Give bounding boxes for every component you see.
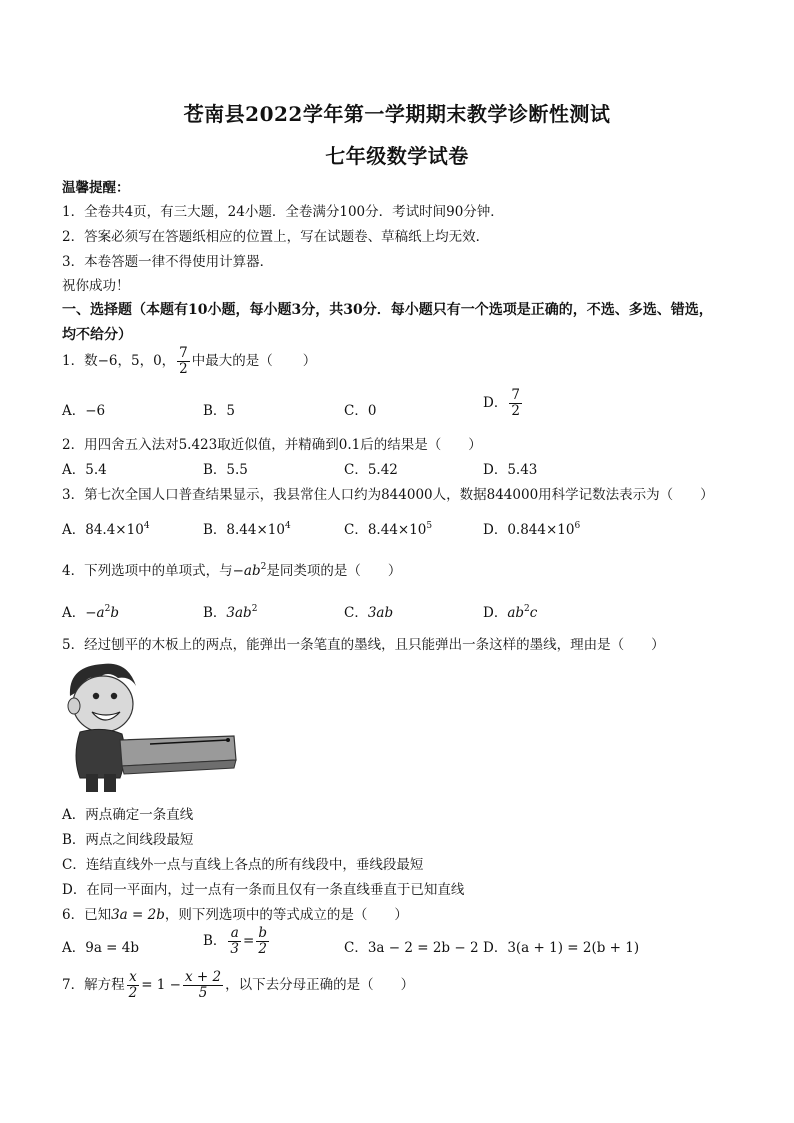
q3-option-d (483, 518, 580, 538)
q4-c-label: C． (344, 605, 368, 621)
q6-stem-pre: 6．已知 (62, 907, 112, 923)
q4-b-exp: 2 (251, 604, 258, 614)
q6-b-num2: b (258, 925, 267, 941)
q3-b-base: 8.44×10 (226, 522, 285, 538)
q6-option-c: C．3a − 2 = 2b − 2 (344, 940, 479, 956)
q2-stem: 2．用四舍五入法对5.423取近似值，并精确到0.1后的结果是（ ） (62, 437, 482, 453)
q6-b-frac2 (256, 926, 269, 957)
q3-stem: 3．第七次全国人口普查结果显示，我县常住人口约为844000人，数据844000用科学记数法表示为（ ） (62, 487, 714, 503)
q1-fraction (177, 346, 190, 377)
q3-option-c (344, 518, 432, 538)
q4-stem (62, 559, 401, 579)
q6-option-b (203, 926, 271, 957)
q3-d-base: 0.844×10 (507, 522, 575, 538)
q2-option-d: D．5.43 (483, 462, 538, 478)
section1-heading-cont: 均不给分） (62, 327, 132, 343)
q3-b-label: B． (203, 522, 227, 538)
q1-option-c: C．0 (344, 403, 377, 419)
q5-option-b: B．两点之间线段最短 (62, 832, 194, 848)
q3-d-exp: 6 (574, 521, 581, 531)
q7-num2: x + 2 (184, 969, 222, 985)
q4-a-exp: 2 (104, 604, 111, 614)
q7-den1: 2 (128, 984, 138, 1001)
q1-stem-pre: 1．数−6，5，0， (62, 352, 176, 369)
q6-b-num1: a (230, 925, 239, 941)
q1-option-d-fraction (509, 388, 522, 419)
q4-b-label: B． (203, 605, 227, 621)
q7-frac1 (127, 970, 140, 1001)
q4-option-c (344, 601, 393, 621)
q3-b-exp: 4 (284, 521, 291, 531)
q6-stem (62, 903, 408, 923)
q3-a-label: A． (62, 522, 86, 538)
q4-a-label: A． (62, 605, 86, 621)
q4-term: −ab (232, 563, 261, 579)
exam-title: 苍南县2022学年第一学期期末教学诊断性测试 (183, 102, 611, 126)
q4-d-expr: ab (507, 605, 525, 621)
q6-given: 3a = 2b (111, 907, 165, 923)
q1-option-d (483, 388, 524, 419)
carpenter-illustration (58, 656, 248, 796)
reminder-wish: 祝你成功！ (62, 278, 130, 294)
q7-num1: x (129, 969, 137, 985)
q4-d-label: D． (483, 605, 508, 621)
q6-option-d: D．3(a + 1) = 2(b + 1) (483, 940, 640, 956)
q4-d-tail: c (529, 605, 538, 621)
section1-heading: 一、选择题（本题有10小题，每小题3分，共30分．每小题只有一个选项是正确的，不选、多选、错选， (62, 302, 713, 318)
q7-stem-pre: 7．解方程 (62, 976, 125, 993)
q2-option-a: A．5.4 (62, 462, 107, 478)
q1-stem (62, 346, 316, 377)
q4-a-tail: b (110, 605, 120, 621)
q2-option-b: B．5.5 (203, 462, 248, 478)
q3-a-exp: 4 (143, 521, 150, 531)
q4-d-exp: 2 (524, 604, 530, 614)
q5-option-d: D．在同一平面内，过一点有一条而且仅有一条直线垂直于已知直线 (62, 882, 465, 898)
q4-stem-pre: 4．下列选项中的单项式，与 (62, 563, 233, 579)
q5-stem: 5．经过刨平的木板上的两点，能弹出一条笔直的墨线，且只能弹出一条这样的墨线，理由是（ ） (62, 637, 665, 653)
reminder-heading: 温馨提醒： (62, 180, 130, 196)
reminder-item-2: 2．答案必须写在答题纸相应的位置上，写在试题卷、草稿纸上均无效． (62, 229, 490, 245)
q1-close: ） (302, 352, 317, 369)
q7-stem (62, 970, 414, 1001)
q1-d-frac-den: 2 (511, 402, 520, 419)
q6-b-den2: 2 (258, 940, 267, 957)
q3-c-label: C． (344, 522, 368, 538)
q4-option-a (62, 601, 119, 621)
q1-frac-den: 2 (179, 360, 188, 377)
q4-a-expr: −a (85, 605, 105, 621)
reminder-item-3: 3．本卷答题一律不得使用计算器． (62, 254, 274, 270)
reminder-item-1: 1．全卷共4页，有三大题，24小题．全卷满分100分．考试时间90分钟． (62, 204, 504, 220)
q3-c-exp: 5 (426, 521, 433, 531)
q6-stem-post: ，则下列选项中的等式成立的是（ ） (164, 907, 408, 923)
q3-d-label: D． (483, 522, 508, 538)
q7-stem-post: ，以下去分母正确的是（ ） (225, 976, 415, 993)
q5-option-c: C．连结直线外一点与直线上各点的所有线段中，垂线段最短 (62, 857, 424, 873)
q1-option-d-label: D． (483, 394, 508, 411)
q1-option-b: B．5 (203, 403, 236, 419)
q7-mid: = 1 − (141, 976, 181, 993)
q4-option-b (203, 601, 257, 621)
q6-option-a: A．9a = 4b (62, 940, 140, 956)
q4-b-expr: 3ab (226, 605, 252, 621)
q7-den2: 5 (198, 984, 208, 1001)
q5-option-a: A．两点确定一条直线 (62, 807, 194, 823)
q2-option-c: C．5.42 (344, 462, 398, 478)
q6-b-frac1 (228, 926, 241, 957)
q3-c-base: 8.44×10 (367, 522, 427, 538)
q1-frac-num: 7 (179, 345, 188, 361)
q3-option-a (62, 518, 150, 538)
q1-stem-post: 中最大的是（ (191, 352, 273, 369)
q3-a-base: 84.4×10 (85, 522, 144, 538)
q1-option-a: A．−6 (62, 403, 106, 419)
q6-b-eq: = (243, 932, 255, 949)
q7-frac2 (183, 970, 223, 1001)
q6-b-label: B． (203, 932, 227, 949)
exam-subtitle: 七年级数学试卷 (325, 144, 469, 168)
q3-option-b (203, 518, 291, 538)
q4-option-d (483, 601, 537, 621)
q6-b-den1: 3 (230, 940, 240, 957)
q4-term-exp: 2 (260, 562, 267, 572)
q1-d-frac-num: 7 (511, 387, 520, 403)
q4-stem-post: 是同类项的是（ ） (266, 563, 402, 579)
q4-c-expr: 3ab (367, 605, 394, 621)
